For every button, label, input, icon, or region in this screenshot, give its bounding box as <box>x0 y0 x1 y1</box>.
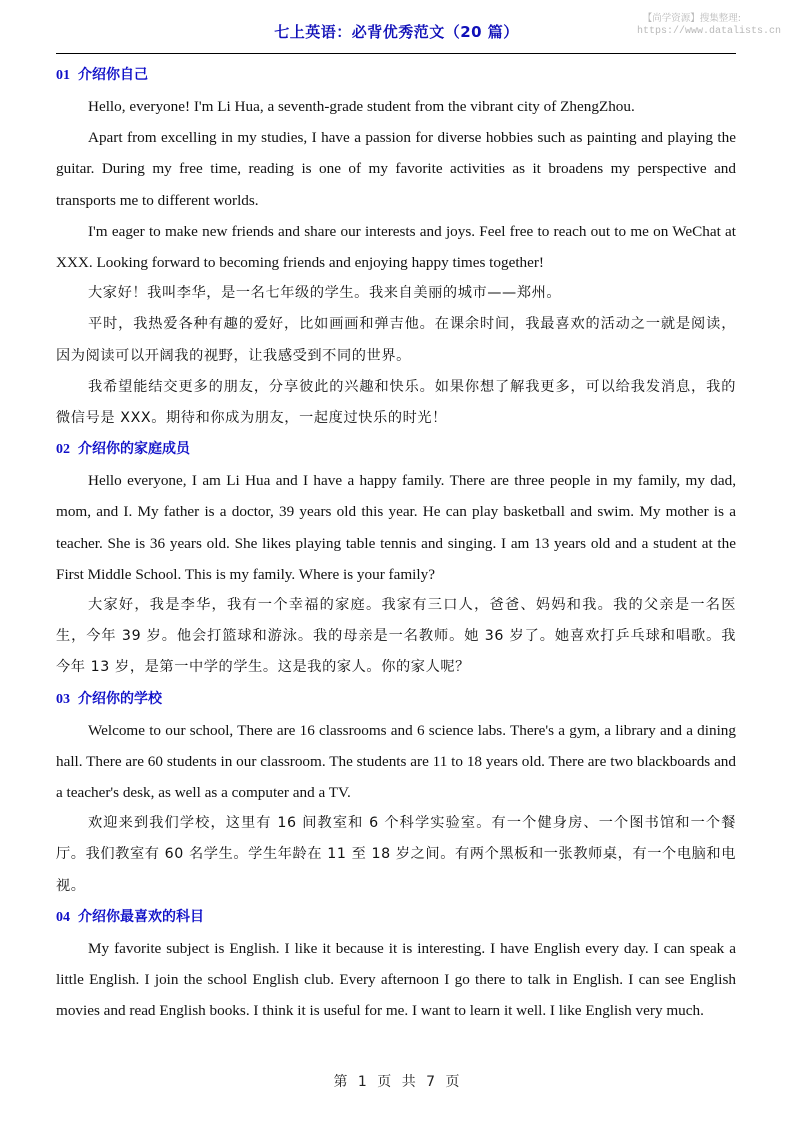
paragraph-en: Hello, everyone! I'm Li Hua, a seventh-grade student from the vibrant city of ZhengZhou. <box>88 98 635 115</box>
section-title: 介绍你最喜欢的科目 <box>78 908 204 925</box>
section-number: 01 <box>56 68 70 83</box>
section-family-members <box>56 434 736 683</box>
section-heading <box>56 434 736 465</box>
paragraph-en: Welcome to our school, There are 16 classrooms and 6 science labs. There's a gym, a library and a dining hall. There are 60 students in our classroom. The students are 11 to 18 years old. There are two blackboards and a teacher's desk, as well as a computer and a TV. <box>56 721 736 802</box>
paragraph-zh: 平时，我热爱各种有趣的爱好，比如画画和弹吉他。在课余时间，我最喜欢的活动之一就是阅读，因为阅读可以开阔我的视野，让我感受到不同的世界。 <box>56 316 736 364</box>
section-number: 02 <box>56 442 70 458</box>
section-number: 03 <box>56 691 70 707</box>
section-title: 介绍你的学校 <box>78 690 162 707</box>
section-heading <box>56 684 736 715</box>
paragraph-en: Apart from excelling in my studies, I have a passion for diverse hobbies such as painting and playing the guitar. During my free time, reading is one of my favorite activities as it broadens my perspective and transports me to different worlds. <box>56 129 736 209</box>
section-heading <box>56 60 736 91</box>
section-favorite-subject <box>56 902 736 1027</box>
paragraph-zh: 大家好，我是李华，我有一个幸福的家庭。我家有三口人，爸爸、妈妈和我。我的父亲是一名医生，今年 39 岁。他会打篮球和游泳。我的母亲是一名教师。她 36 岁了。她喜欢打乒乓球和唱歌。我今年 13 岁，是第一中学的学生。这是我的家人。你的家人呢？ <box>56 597 736 676</box>
paragraph-zh: 欢迎来到我们学校，这里有 16 间教室和 6 个科学实验室。有一个健身房、一个图书馆和一个餐厅。我们教室有 60 名学生。学生年龄在 11 至 18 岁之间。有两个黑板和一张教师桌，有一个电脑和电视。 <box>56 815 736 894</box>
paragraph-en: Hello everyone, I am Li Hua and I have a happy family. There are three people in my family, my dad, mom, and I. My father is a doctor, 39 years old this year. He can play basketball and swim. My mother is a teacher. She is 36 years old. She likes playing table tennis and singing. I am 13 years old and a student at the First Middle School. This is my family. Where is your family? <box>56 472 736 583</box>
section-heading <box>56 902 736 933</box>
watermark-url: https://www.datalists.cn <box>636 26 781 37</box>
paragraph-en: I'm eager to make new friends and share our interests and joys. Feel free to reach out to me on WeChat at XXX. Looking forward to becoming friends and enjoying happy times together! <box>56 222 736 272</box>
section-title: 介绍你的家庭成员 <box>78 441 190 458</box>
section-number: 04 <box>56 909 70 925</box>
watermark-source: 【尚学资源】搜集整理: <box>642 13 741 24</box>
section-school <box>56 684 736 902</box>
section-introduce-yourself <box>56 60 736 434</box>
watermark <box>637 12 781 38</box>
page-number-footer: 第 1 页 共 7 页 <box>333 1074 460 1090</box>
header-divider <box>56 53 736 54</box>
paragraph-zh: 我希望能结交更多的朋友，分享彼此的兴趣和快乐。如果你想了解我更多，可以给我发消息，我的微信号是 XXX。期待和你成为朋友，一起度过快乐的时光！ <box>56 378 736 427</box>
paragraph-en: My favorite subject is English. I like it because it is interesting. I have English every day. I can speak a little English. I join the school English club. Every afternoon I go there to talk in English. I can see English movies and read English books. I think it is useful for me. I want to learn it well. I like English very much. <box>56 939 736 1020</box>
paragraph-zh: 大家好！我叫李华，是一名七年级的学生。我来自美丽的城市——郑州。 <box>88 285 562 302</box>
section-title: 介绍你自己 <box>78 67 148 83</box>
document-title: 七上英语：必背优秀范文（20 篇） <box>274 23 519 41</box>
document-body <box>56 60 736 1026</box>
